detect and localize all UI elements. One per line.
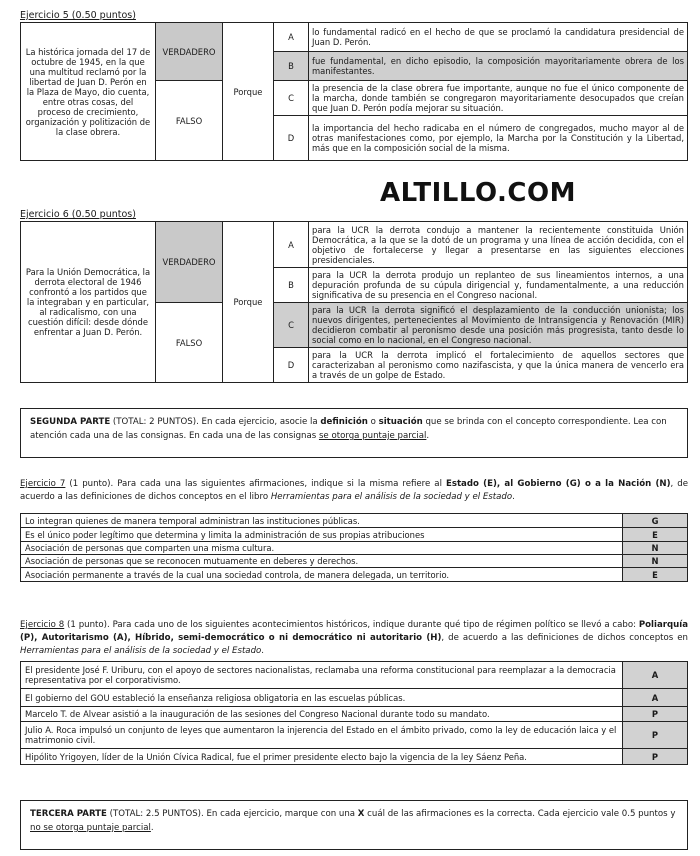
ex6-option-a[interactable]: para la UCR la derrota condujo a mantener la recientemente constituida Unión Democrática, a la que se la dotó de un programa y una línea de acción decidida, con el objetivo de fortalecerse y llegar a presentarse en las siguientes elecciones presidenciales. [309, 222, 688, 268]
ex5-title: Ejercicio 5 (0.50 puntos) [20, 10, 136, 21]
tercera-parte-box: TERCERA PARTE (TOTAL: 2.5 PUNTOS). En cada ejercicio, marque con una X cuál de las afirmaciones es la correcta. Cada ejercicio vale 0.5 puntos y no se otorga puntaje parcial. [20, 800, 688, 850]
ex6-option-c[interactable]: para la UCR la derrota significó el desplazamiento de la conducción unionista; los nuevos dirigentes, pertenecientes al Movimiento de Intransigencia y Renovación (MIR) decidieron combatir al peronismo desde una posición más progresista, tanto desde lo social como en lo nacional, en el Congreso nacional. [309, 303, 688, 348]
ex8-row-5-text: Hipólito Yrigoyen, líder de la Unión Cívica Radical, fue el primer presidente electo bajo la vigencia de la ley Sáenz Peña. [21, 749, 623, 765]
ex7-row-4-text: Asociación de personas que se reconocen mutuamente en deberes y derechos. [21, 555, 623, 568]
ex7-instructions: Ejercicio 7 (1 punto). Para cada una las siguientes afirmaciones, indique si la misma refiere al Estado (E), al Gobierno (G) o a la Nación (N), de acuerdo a las definiciones de dichos conceptos en el libro Herramientas para el análisis de la sociedad y el Estado. [20, 479, 688, 502]
ex7-row-1-text: Lo integran quienes de manera temporal administran las instituciones públicas. [21, 514, 623, 528]
ex7-row-3-text: Asociación de personas que comparten una misma cultura. [21, 542, 623, 555]
ex5-letter-d[interactable]: D [274, 116, 309, 161]
ex8-row-3-text: Marcelo T. de Alvear asistió a la inauguración de las sesiones del Congreso Nacional durante todo su mandato. [21, 707, 623, 722]
ex8-row-2-text: El gobierno del GOU estableció la enseñanza religiosa obligatoria en las escuelas públicas. [21, 689, 623, 707]
ex8-row-3-answer[interactable]: P [623, 707, 688, 722]
ex8-row-1-answer[interactable]: A [623, 662, 688, 689]
ex6-letter-c[interactable]: C [274, 303, 309, 348]
ex7-row-2-text: Es el único poder legítimo que determina y limita la administración de sus propias atribuciones [21, 528, 623, 542]
ex6-statement: Para la Unión Democrática, la derrota electoral de 1946 confrontó a los partidos que la integraban y en particular, al radicalismo, con una cuestión difícil: desde dónde enfrentar a Juan D. Perón. [21, 222, 156, 383]
ex6-porque: Porque [223, 222, 274, 383]
ex8-row-5-answer[interactable]: P [623, 749, 688, 765]
ex7-row-5-text: Asociación permanente a través de la cual una sociedad controla, de manera delegada, un territorio. [21, 568, 623, 582]
ex5-option-a[interactable]: lo fundamental radicó en el hecho de que se proclamó la candidatura presidencial de Juan D. Perón. [309, 23, 688, 52]
ex8-title: Ejercicio 8 [20, 620, 65, 630]
ex7-row-3-answer[interactable]: N [623, 542, 688, 555]
ex8-row-4-answer[interactable]: P [623, 722, 688, 749]
ex5-letter-a[interactable]: A [274, 23, 309, 52]
ex6-option-d[interactable]: para la UCR la derrota implicó el fortalecimiento de aquellos sectores que caracterizaban al peronismo como nazifascista, y que la única manera de vencerlo era a través de un golpe de Estado. [309, 348, 688, 383]
ex5-table [20, 22, 688, 161]
ex5-statement: La histórica jornada del 17 de octubre de 1945, en la que una multitud reclamó por la libertad de Juan D. Perón en la Plaza de Mayo, dio cuenta, entre otras cosas, del proceso de crecimiento, organización y politización de la clase obrera. [21, 23, 156, 161]
ex7-row-5-answer[interactable]: E [623, 568, 688, 582]
ex7-title: Ejercicio 7 [20, 479, 66, 489]
ex5-verdadero-cell[interactable]: VERDADERO [156, 23, 223, 81]
ex6-option-b[interactable]: para la UCR la derrota produjo un replanteo de sus lineamientos internos, a una depuración profunda de su cúpula dirigencial y, fundamentalmente, a una reducción significativa de su presencia en el Congreso nacional. [309, 268, 688, 303]
ex6-title: Ejercicio 6 (0.50 puntos) [20, 209, 136, 220]
ex7-row-4-answer[interactable]: N [623, 555, 688, 568]
ex7-table [20, 513, 688, 582]
ex8-instructions: Ejercicio 8 (1 punto). Para cada uno de los siguientes acontecimientos históricos, indique durante qué tipo de régimen político se llevó a cabo: Poliarquía (P), Autoritarismo (A), Híbrido, semi-democrático o ni democrático ni autoritario (H), de acuerdo a las definiciones de dichos conceptos en Herramientas para el análisis de la sociedad y el Estado. [20, 620, 688, 656]
ex5-option-b[interactable]: fue fundamental, en dicho episodio, la composición mayoritariamente obrera de los manifestantes. [309, 52, 688, 81]
ex5-option-c[interactable]: la presencia de la clase obrera fue importante, aunque no fue el único componente de la marcha, donde también se congregaron mayoritariamente desocupados que creían que Juan D. Perón podía mejorar su situación. [309, 81, 688, 116]
ex8-table [20, 661, 688, 765]
ex7-row-2-answer[interactable]: E [623, 528, 688, 542]
ex5-porque: Porque [223, 23, 274, 161]
tercera-parte-lead: TERCERA PARTE [30, 809, 107, 819]
ex8-row-4-text: Julio A. Roca impulsó un conjunto de leyes que aumentaron la injerencia del Estado en el ámbito privado, como la ley de educación laica y el matrimonio civil. [21, 722, 623, 749]
ex8-row-2-answer[interactable]: A [623, 689, 688, 707]
ex6-letter-d[interactable]: D [274, 348, 309, 383]
watermark-logo: ALTILLO.COM [380, 178, 576, 208]
ex6-table [20, 221, 688, 383]
ex6-letter-b[interactable]: B [274, 268, 309, 303]
ex5-falso-cell[interactable]: FALSO [156, 81, 223, 161]
ex6-verdadero-cell[interactable]: VERDADERO [156, 222, 223, 303]
ex5-option-d[interactable]: la importancia del hecho radicaba en el número de congregados, mucho mayor al de otras manifestaciones como, por ejemplo, la Marcha por la Constitución y la Libertad, más que en la composición social de la misma. [309, 116, 688, 161]
segunda-parte-lead: SEGUNDA PARTE [30, 417, 111, 427]
ex6-letter-a[interactable]: A [274, 222, 309, 268]
ex7-row-1-answer[interactable]: G [623, 514, 688, 528]
ex8-row-1-text: El presidente José F. Uriburu, con el apoyo de sectores nacionalistas, reclamaba una reforma constitucional para reemplazar a la democracia representativa por el corporativismo. [21, 662, 623, 689]
ex6-falso-cell[interactable]: FALSO [156, 303, 223, 383]
segunda-parte-box: SEGUNDA PARTE (TOTAL: 2 PUNTOS). En cada ejercicio, asocie la definición o situación que se brinda con el concepto correspondiente. Lea con atención cada una de las consignas. En cada una de las consignas se otorga puntaje parcial. [20, 408, 688, 458]
ex5-letter-c[interactable]: C [274, 81, 309, 116]
ex5-letter-b[interactable]: B [274, 52, 309, 81]
